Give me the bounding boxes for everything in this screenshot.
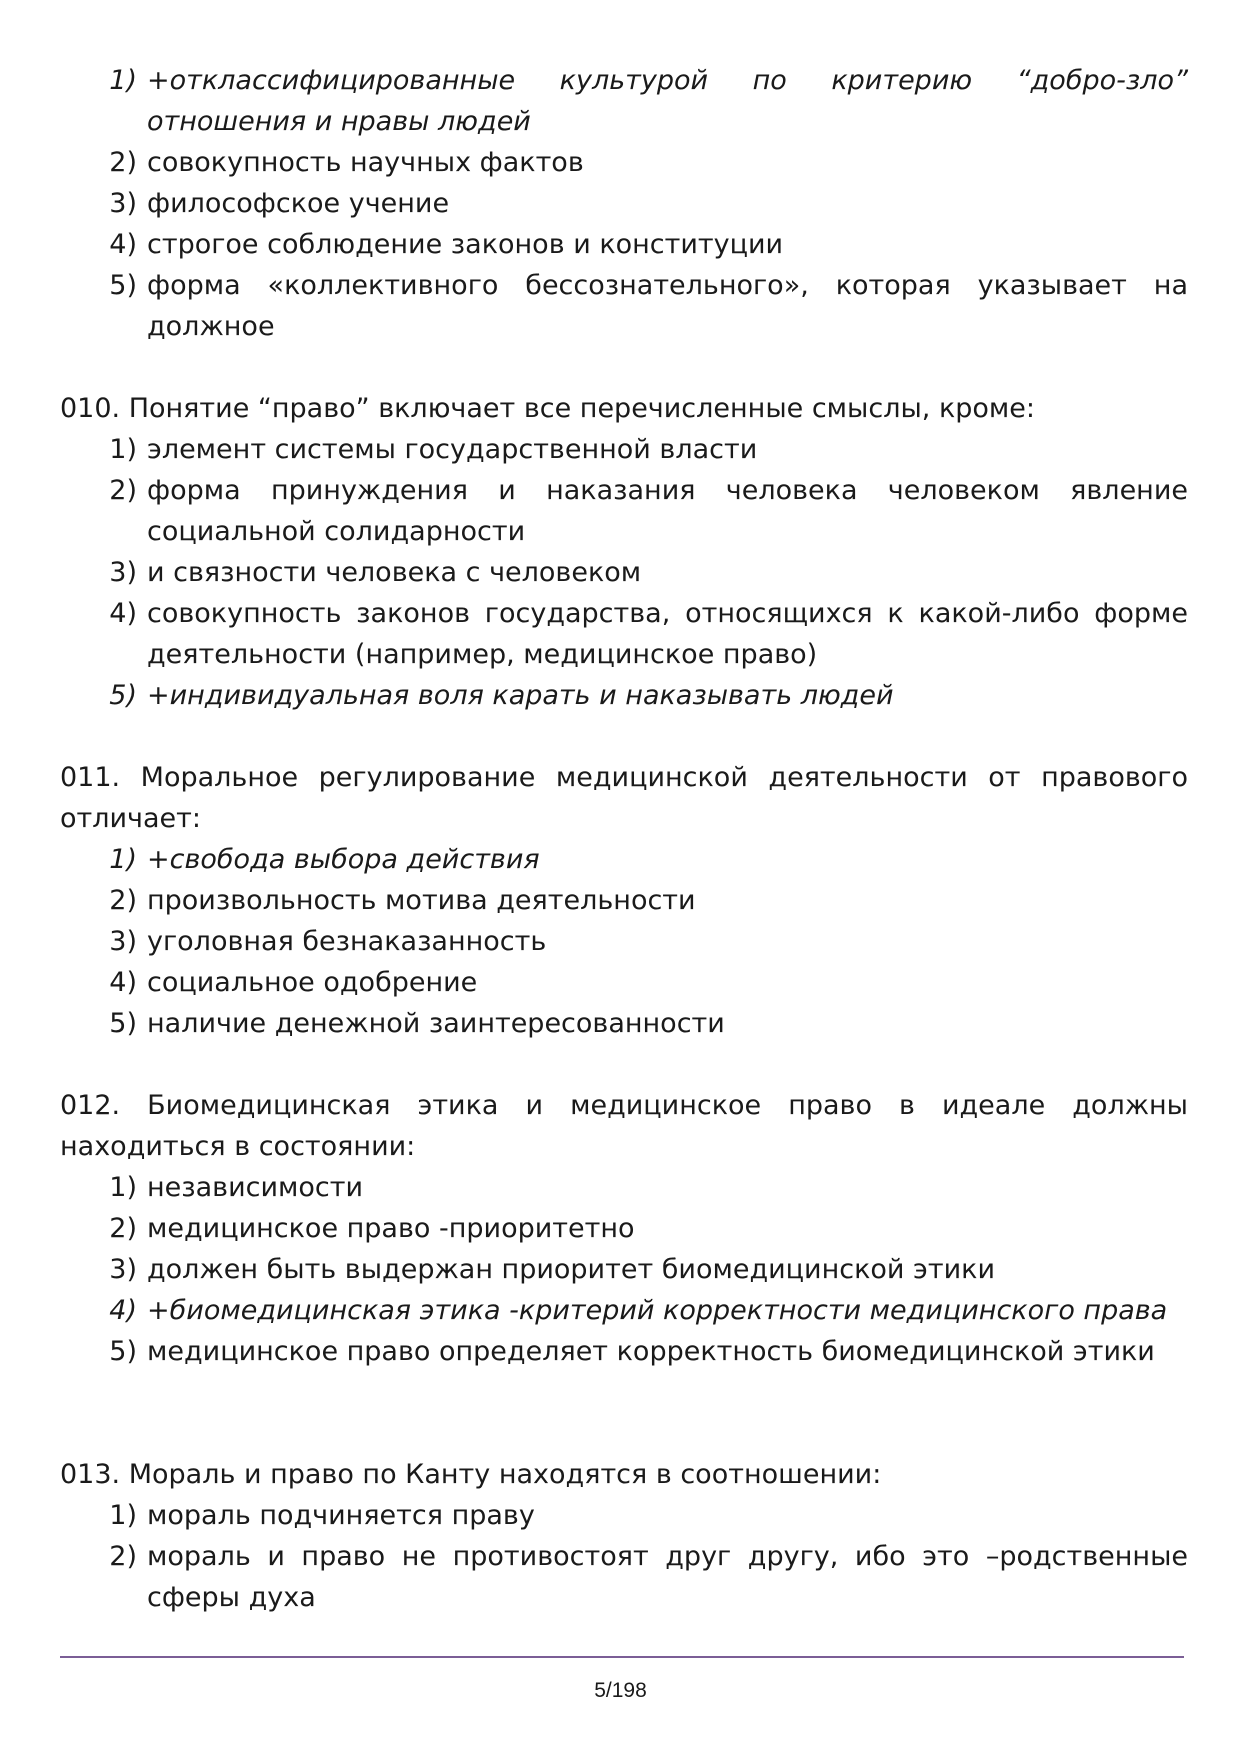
question-options — [60, 1167, 1188, 1372]
option-number: 3) — [109, 188, 137, 219]
option-text: наличие денежной заинтересованности — [147, 1008, 725, 1039]
option-text: социальное одобрение — [147, 967, 478, 998]
answer-option — [60, 429, 1188, 470]
option-text: уголовная безнаказанность — [147, 926, 547, 957]
question-options — [60, 1495, 1188, 1618]
option-number: 3) — [109, 1254, 137, 1285]
option-number: 4) — [109, 967, 137, 998]
option-number: 1) — [109, 1172, 137, 1203]
question-options — [60, 839, 1188, 1044]
answer-option — [60, 593, 1188, 675]
option-number: 4) — [109, 598, 137, 629]
answer-option — [60, 183, 1188, 224]
option-number: 4) — [109, 229, 137, 260]
option-number: 1) — [109, 65, 137, 96]
answer-option — [60, 224, 1188, 265]
option-text: строгое соблюдение законов и конституции — [147, 229, 784, 260]
option-number: 4) — [109, 1295, 137, 1326]
option-number: 2) — [109, 1541, 137, 1572]
question-text: 011. Моральное регулирование медицинской деятельности от правового отличает: — [60, 762, 1188, 834]
option-number: 1) — [109, 434, 137, 465]
answer-option — [60, 60, 1188, 142]
option-text: и связности человека с человеком — [147, 557, 642, 588]
option-number: 1) — [109, 844, 137, 875]
option-text: философское учение — [147, 188, 450, 219]
option-number: 5) — [109, 1336, 137, 1367]
answer-option — [60, 1208, 1188, 1249]
answer-option — [60, 265, 1188, 347]
question-013 — [60, 1454, 1188, 1618]
answer-option — [60, 1167, 1188, 1208]
option-text: независимости — [147, 1172, 364, 1203]
option-text: форма принуждения и наказания человека человеком явление социальной солидарности — [147, 475, 1188, 547]
footer-divider — [60, 1656, 1184, 1658]
option-text: произвольность мотива деятельности — [147, 885, 696, 916]
answer-option — [60, 1249, 1188, 1290]
option-text: должен быть выдержан приоритет биомедицинской этики — [147, 1254, 995, 1285]
question-text: 012. Биомедицинская этика и медицинское право в идеале должны находиться в состоянии: — [60, 1090, 1188, 1162]
option-text: +свобода выбора действия — [147, 844, 540, 875]
page-content — [60, 60, 1188, 1618]
question-text: 010. Понятие “право” включает все перечисленные смыслы, кроме: — [60, 393, 1035, 424]
option-text: элемент системы государственной власти — [147, 434, 758, 465]
option-number: 2) — [109, 885, 137, 916]
answer-option — [60, 962, 1188, 1003]
option-number: 5) — [109, 1008, 137, 1039]
question-012 — [60, 1085, 1188, 1372]
answer-option — [60, 839, 1188, 880]
answer-option — [60, 880, 1188, 921]
option-number: 2) — [109, 1213, 137, 1244]
answer-option — [60, 552, 1188, 593]
option-text: форма «коллективного бессознательного», которая указывает на должное — [147, 270, 1188, 342]
option-number: 3) — [109, 557, 137, 588]
answer-option — [60, 1003, 1188, 1044]
option-number: 5) — [109, 270, 137, 301]
option-text: медицинское право -приоритетно — [147, 1213, 635, 1244]
page-number: 5/198 — [594, 1679, 647, 1702]
option-text: +отклассифицированные культурой по критерию “добро-зло” отношения и нравы людей — [147, 65, 1188, 137]
answer-option — [60, 921, 1188, 962]
answer-option — [60, 675, 1188, 716]
option-text: +биомедицинская этика -критерий корректности медицинского права — [147, 1295, 1168, 1326]
option-text: совокупность законов государства, относящихся к какой-либо форме деятельности (например, медицинское право) — [147, 598, 1188, 670]
answer-option — [60, 470, 1188, 552]
question-011 — [60, 757, 1188, 1044]
option-number: 1) — [109, 1500, 137, 1531]
previous-question-options — [60, 60, 1188, 347]
option-text: совокупность научных фактов — [147, 147, 584, 178]
answer-option — [60, 142, 1188, 183]
answer-option — [60, 1495, 1188, 1536]
question-text: 013. Мораль и право по Канту находятся в соотношении: — [60, 1459, 882, 1490]
option-number: 5) — [109, 680, 137, 711]
option-number: 3) — [109, 926, 137, 957]
answer-option — [60, 1290, 1188, 1331]
option-text: медицинское право определяет корректность биомедицинской этики — [147, 1336, 1155, 1367]
option-number: 2) — [109, 475, 137, 506]
option-text: мораль и право не противостоят друг другу, ибо это –родственные сферы духа — [147, 1541, 1188, 1613]
answer-option — [60, 1536, 1188, 1618]
option-text: +индивидуальная воля карать и наказывать людей — [147, 680, 894, 711]
option-text: мораль подчиняется праву — [147, 1500, 535, 1531]
answer-option — [60, 1331, 1188, 1372]
option-number: 2) — [109, 147, 137, 178]
question-options — [60, 429, 1188, 716]
question-010 — [60, 388, 1188, 716]
